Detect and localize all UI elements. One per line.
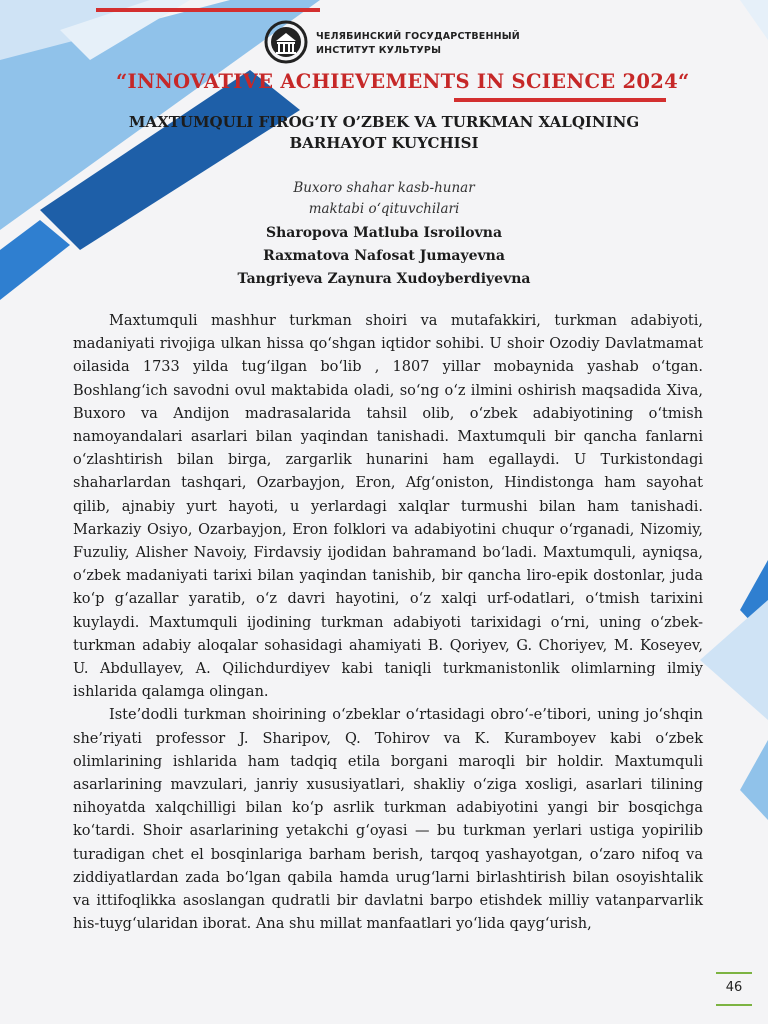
- institute-name-line2: ИНСТИТУТ КУЛЬТУРЫ: [316, 45, 442, 56]
- page-number-rule: [716, 972, 752, 974]
- page-number-rule: [716, 1004, 752, 1006]
- institute-logo-icon: [262, 20, 310, 64]
- decor-stripe: [740, 0, 768, 40]
- title-accent-bar: [454, 98, 666, 102]
- article-title-line1: MAXTUMQULI FIROG’IY O’ZBEK VA TURKMAN XALQINING: [128, 113, 640, 131]
- affiliation-line2: maktabi o‘qituvchilari: [308, 201, 460, 217]
- institute-name-line1: ЧЕЛЯБИНСКИЙ ГОСУДАРСТВЕННЫЙ: [316, 31, 520, 42]
- author-name: Raxmatova Nafosat Jumayevna: [263, 248, 505, 264]
- conference-title: “INNOVATIVE ACHIEVEMENTS IN SCIENCE 2024“: [116, 70, 690, 93]
- body-paragraph: Maxtumquli mashhur turkman shoiri va mutafakkiri, turkman adabiyoti, madaniyati rivojiga ulkan hissa qo‘shgan iqtidor sohibi. U shoir Ozodiy Davlatmamat oilasida 1733 yilda tug‘ilgan bo‘lib , 1807 yillar mobaynida yashab o‘tgan. Boshlang‘ich savodni ovul maktabida oladi, so‘ng o‘z ilmini oshirish maqsadida Xiva, Buxoro va Andijon madrasalarida tahsil olib, o‘zbek adabiyotining o‘tmish namoyandalari asarlari bilan yaqindan tanishadi. Maxtumquli bir qancha fanlarni o‘zlashtirish bilan birga, zargarlik hunarini ham egallaydi. U Turkistondagi shaharlardan tashqari, Ozarbayjon, Eron, Afg‘oniston, Hindistonga ham sayohat qilib, ajnabiy yurt hayoti, u yerlardagi xalqlar turmushi bilan ham tanishadi. Markaziy Osiyo, Ozarbayjon, Eron folklori va adabiyotini chuqur o‘rganadi, Nizomiy, Fuzuliy, Alisher Navoiy, Firdavsiy ijodidan bahramand bo‘ladi. Maxtumquli, ayniqsa, o‘zbek madaniyati tarixi bilan yaqindan tanishib, bir qancha liro-epik dostonlar, juda ko‘p g‘azallar yaratib, o‘z davri hayotini, o‘z xalqi urf-odatlari, o‘tmish tarixini kuylaydi. Maxtumquli ijodining turkman adabiyoti tarixidagi o‘rni, uning o‘zbek-turkman adabiy aloqalar sohasidagi ahamiyati B. Qoriyev, G. Choriyev, M. Koseyev, U. Abdullayev, A. Qilichdurdiyev kabi taniqli turkmanistonlik olimlarning ilmiy ishlarida qalamga olingan.: [73, 313, 703, 701]
- body-paragraph: Iste’dodli turkman shoirining o‘zbeklar o‘rtasidagi obro‘-e’tibori, uning jo‘shqin she’riyati professor J. Sharipov, Q. Tohirov va K. Kuramboyev kabi o‘zbek olimlarining ishlarida ham tadqiq etila borgani maroqli bir holdir. Maxtumquli asarlarining mavzulari, janriy xususiyatlari, shakliy o‘ziga xosligi, asarlari tilining nihoyatda xalqchilligi bilan ko‘p asrlik turkman adabiyotini yangi bir bosqichga ko‘tardi. Shoir asarlarining yetakchi g‘oyasi — bu turkman yerlari ustiga yopirilib turadigan chet el bosqinlariga barham berish, tarqoq yashayotgan, o‘zaro nifoq va ziddiyatlardan zada bo‘lgan qabila hamda urug‘larni birlashtirish bilan osoyishtalik va ittifoqlikka asoslangan qudratli bir davlatni barpo etishdek milliy vatanparvarlik his-tuyg‘ularidan iborat. Ana shu millat manfaatlari yo‘lida qayg‘urish,: [73, 707, 703, 933]
- author-list: [120, 222, 648, 291]
- decor-stripe: [700, 600, 768, 720]
- author-affiliation: [120, 178, 648, 220]
- page-number: 46: [725, 980, 743, 995]
- article-title: [120, 112, 648, 154]
- author-name: Sharopova Matluba Isroilovna: [265, 225, 503, 241]
- institute-name: [316, 30, 520, 58]
- author-name: Tangriyeva Zaynura Xudoyberdiyevna: [237, 271, 531, 287]
- decor-stripe: [0, 220, 70, 300]
- affiliation-line1: Buxoro shahar kasb-hunar: [293, 180, 475, 196]
- page-number-box: [716, 972, 752, 1006]
- top-accent-bar: [96, 8, 320, 12]
- article-body: [73, 310, 703, 936]
- article-title-line2: BARHAYOT KUYCHISI: [289, 134, 479, 152]
- decor-stripe: [740, 740, 768, 820]
